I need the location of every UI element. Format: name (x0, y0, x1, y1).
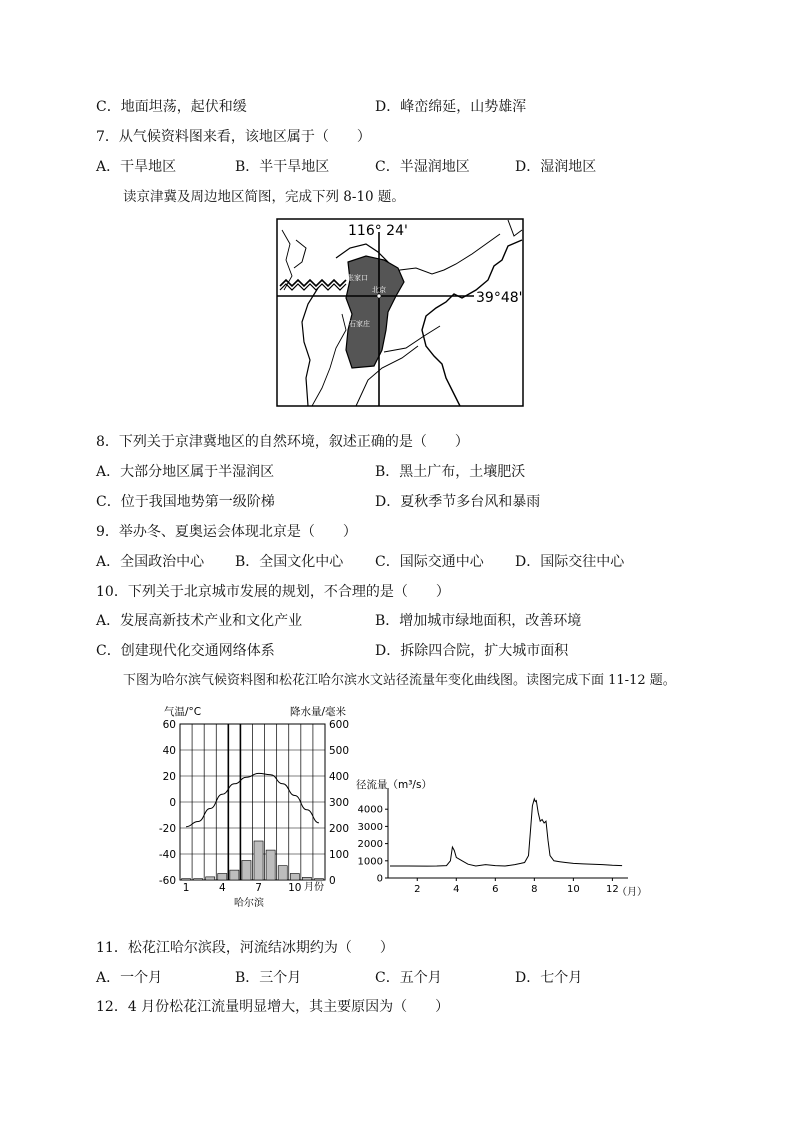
q7-option-d: D．湿润地区 (515, 159, 597, 175)
precip-bar-7 (254, 841, 263, 880)
q10-option-d: D．拆除四合院，扩大城市面积 (375, 643, 569, 659)
q8-stem: 8．下列关于京津冀地区的自然环境，叙述正确的是（ ） (96, 434, 469, 450)
q9-option-d: D．国际交往中心 (515, 554, 625, 570)
month-tick-label: 1 (182, 882, 190, 894)
runoff-curve (390, 799, 622, 866)
q6-option-c: C．地面坦荡，起伏和缓 (96, 99, 247, 115)
map-longitude-label: 116° 24' (348, 223, 408, 239)
harbin-climate-chart (150, 700, 355, 912)
map-city-zhangjiakou: 张家口 (347, 274, 368, 282)
q9-option-b: B．全国文化中心 (235, 554, 344, 570)
q11-option-c: C．五个月 (375, 970, 442, 986)
q7-option-a: A．干旱地区 (96, 159, 177, 175)
q9-option-c: C．国际交通中心 (375, 554, 484, 570)
q6-option-d: D．峰峦绵延，山势雄浑 (375, 99, 527, 115)
map-city-beijing: 北京 (372, 286, 386, 294)
runoff-axis-label: 径流量（m³/s） (356, 779, 432, 791)
climate-chart-title: 哈尔滨 (234, 898, 264, 909)
temp-tick-label: -60 (158, 875, 176, 887)
runoff-y-tick-label: 2000 (357, 839, 383, 851)
precip-bar-8 (266, 850, 275, 880)
runoff-x-tick-label: 8 (531, 884, 538, 895)
temp-tick-label: 0 (169, 797, 176, 809)
temp-tick-label: -40 (158, 849, 176, 861)
intro-11-12: 下图为哈尔滨气候资料图和松花江哈尔滨水文站径流量年变化曲线图。读图完成下面 11-12 题。 (123, 673, 676, 688)
q8-option-a: A．大部分地区属于半湿润区 (96, 464, 275, 480)
precip-tick-label: 600 (329, 719, 350, 731)
runoff-y-tick-label: 3000 (357, 821, 383, 833)
q7-option-c: C．半湿润地区 (375, 159, 470, 175)
precip-bar-10 (290, 874, 299, 881)
precip-bar-6 (242, 861, 251, 881)
q10-option-c: C．创建现代化交通网络体系 (96, 643, 275, 659)
jingjinji-map (276, 218, 524, 408)
q8-option-d: D．夏秋季节多台风和暴雨 (375, 494, 541, 510)
temp-tick-label: -20 (158, 823, 176, 835)
precip-bar-3 (206, 877, 215, 880)
runoff-x-tick-label: 10 (566, 884, 580, 895)
q8-option-c: C．位于我国地势第一级阶梯 (96, 494, 275, 510)
precip-bar-5 (230, 870, 239, 880)
q9-stem: 9．举办冬、夏奥运会体现北京是（ ） (96, 524, 357, 540)
precip-tick-label: 100 (329, 849, 350, 861)
month-tick-label: 4 (218, 882, 226, 894)
runoff-y-tick-label: 4000 (357, 804, 383, 816)
precip-bar-2 (194, 879, 203, 880)
precip-tick-label: 0 (329, 875, 336, 887)
q10-option-a: A．发展高新技术产业和文化产业 (96, 613, 303, 629)
precip-axis-label: 降水量/毫米 (290, 706, 347, 718)
runoff-x-tick-label: 4 (453, 884, 460, 895)
map-city-tianjin: 天津 (392, 308, 406, 316)
q7-stem: 7．从气候资料图来看，该地区属于（ ） (96, 129, 371, 145)
temp-axis-label: 气温/°C (164, 706, 202, 718)
q11-option-b: B．三个月 (235, 970, 302, 986)
month-tick-label: 10 (288, 882, 302, 894)
precip-tick-label: 500 (329, 745, 350, 757)
q11-option-a: A．一个月 (96, 970, 163, 986)
month-tick-label: 7 (255, 882, 262, 894)
precip-bar-9 (278, 866, 287, 880)
runoff-x-tick-label: 12 (606, 884, 619, 895)
intro-8-10: 读京津冀及周边地区简图，完成下列 8-10 题。 (123, 189, 405, 205)
q8-option-b: B．黑土广布，土壤肥沃 (375, 464, 526, 480)
temp-tick-label: 60 (162, 719, 176, 731)
q7-option-b: B．半干旱地区 (235, 159, 330, 175)
temp-tick-label: 40 (162, 745, 176, 757)
precip-bar-1 (182, 879, 191, 880)
precip-bar-12 (314, 879, 323, 880)
q11-option-d: D．七个月 (515, 970, 583, 986)
runoff-y-tick-label: 1000 (357, 856, 383, 868)
runoff-x-tick-label: 2 (414, 884, 421, 895)
temp-tick-label: 20 (162, 771, 176, 783)
runoff-x-label: （月） (617, 887, 647, 898)
map-city-shijiazhuang: 石家庄 (349, 320, 370, 328)
q10-option-b: B．增加城市绿地面积，改善环境 (375, 613, 582, 629)
precip-bar-4 (218, 874, 227, 881)
runoff-y-tick-label: 0 (376, 873, 383, 885)
q10-stem: 10．下列关于北京城市发展的规划，不合理的是（ ） (96, 584, 450, 600)
runoff-chart (352, 770, 647, 900)
precip-bar-11 (302, 877, 311, 880)
runoff-x-tick-label: 6 (492, 884, 499, 895)
precip-tick-label: 200 (329, 823, 350, 835)
precip-tick-label: 300 (329, 797, 350, 809)
q11-stem: 11．松花江哈尔滨段，河流结冰期约为（ ） (96, 940, 394, 956)
q9-option-a: A．全国政治中心 (96, 554, 205, 570)
month-axis-label: 月份 (304, 882, 324, 893)
precip-tick-label: 400 (329, 771, 350, 783)
q12-stem: 12．4 月份松花江流量明显增大，其主要原因为（ ） (96, 999, 450, 1015)
map-latitude-label: 39°48' (476, 290, 523, 306)
